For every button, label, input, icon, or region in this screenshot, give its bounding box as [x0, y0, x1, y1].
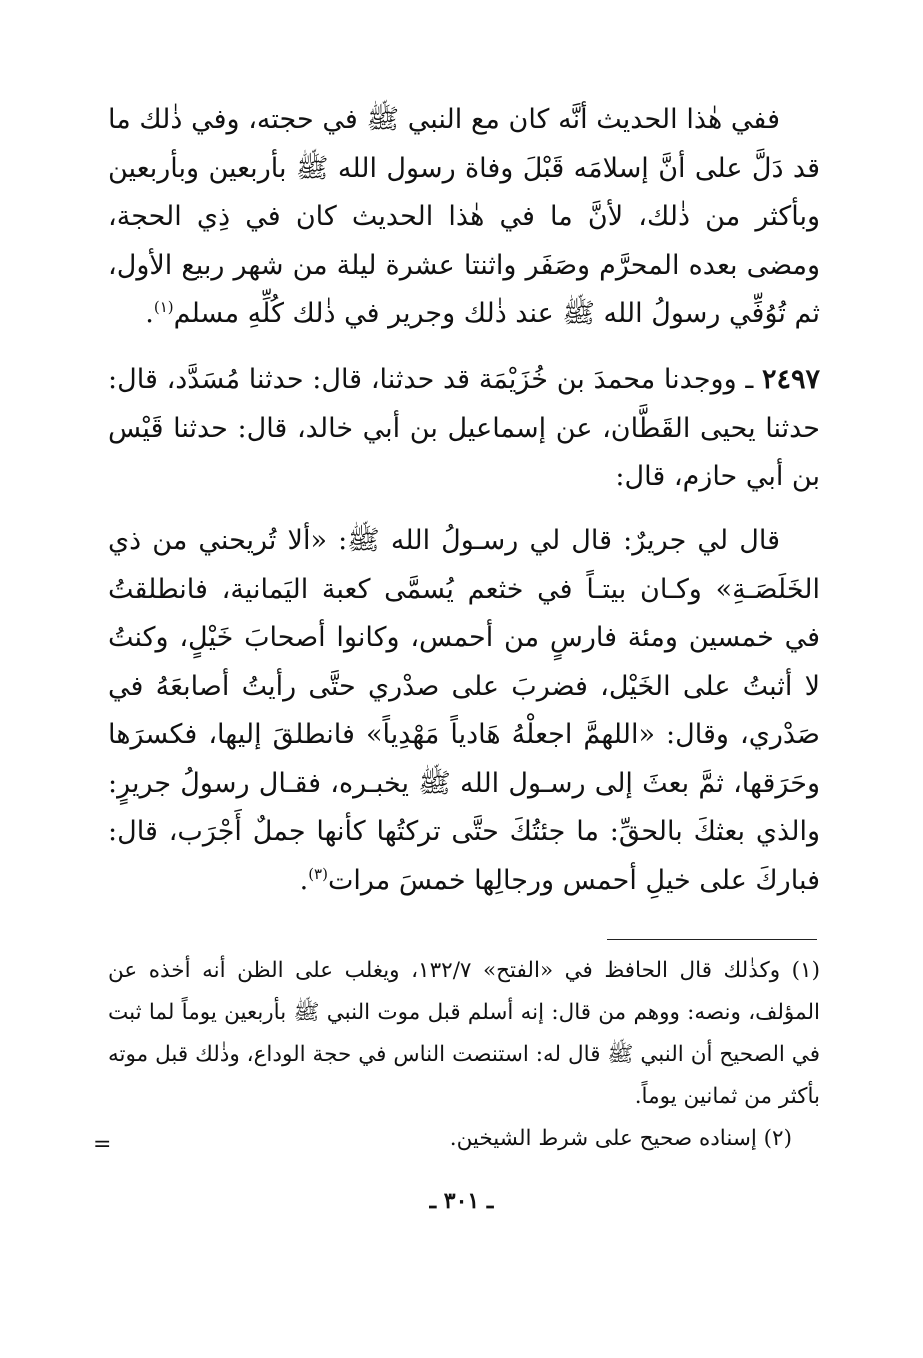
- matn-end: .: [299, 864, 309, 896]
- continuation-mark: =: [93, 1132, 112, 1157]
- matn-text: قال لي جريرٌ: قال لي رسـولُ الله ﷺ: «ألا تُريحني من ذي الخَلَصَـةِ» وكـان بيتـاً في خثعم يُسمَّى كعبة اليَمانية، فانطلقتُ في خمسين ومئة فارسٍ من أحمس، وكانوا أصحابَ خَيْلٍ، وكنتُ لا أثبتُ على الخَيْل، فضربَ على صدْري حتَّى رأيتُ أصابعَهُ في صَدْري، وقال: «اللهمَّ اجعلْهُ هَادياً مَهْدِياً» فانطلقَ إليها، فكسرَها وحَرَقها، ثمَّ بعثَ إلى رسـول الله ﷺ يخبـره، فقـال رسولُ جريرٍ: والذي بعثكَ بالحقِّ: ما جئتُكَ حتَّى تركتُها كأنها جملٌ أَجْرَب، قال: فباركَ على خيلِ أحمس ورجالِها خمسَ مرات: [108, 525, 820, 896]
- footnote-separator: [607, 939, 817, 940]
- footnote-ref-3: (٣): [308, 864, 328, 883]
- paragraph-commentary: [108, 96, 820, 339]
- footnote-2: (٢) إسناده صحيح على شرط الشيخين.: [449, 1126, 792, 1151]
- hadith-number: ٢٤٩٧: [761, 364, 820, 395]
- footnotes: [108, 950, 820, 1160]
- footnote-ref-1: (١): [153, 298, 174, 316]
- isnad-text: [108, 356, 820, 502]
- matn-paragraph: [108, 517, 820, 905]
- isnad-chain: ـ ووجدنا محمدَ بن خُزَيْمَة قد حدثنا، قال: حدثنا مُسَدَّد، قال: حدثنا يحيى القَطَّان، عن إسماعيل بن أبي خالد، قال: حدثنا قَيْس بن أبي حازم، قال:: [108, 364, 820, 492]
- paragraph-hadith-matn: [108, 517, 820, 905]
- commentary-text: ففي هٰذا الحديث أنَّه كان مع النبي ﷺ في حجته، وفي ذٰلك ما قد دَلَّ على أنَّ إسلامَه قَبْلَ وفاة رسول الله ﷺ بأربعين وبأربعين وبأكثر من ذٰلك، لأنَّ ما في هٰذا الحديث كان في ذِي الحجة، ومضى بعده المحرَّم وصَفَر واثنتا عشرة ليلة من شهر ربيع الأول، ثم تُوُفِّي رسولُ الله ﷺ عند ذٰلك وجرير في ذٰلك كُلِّهِ مسلم: [108, 104, 820, 329]
- paragraph-hadith-isnad: [108, 356, 820, 502]
- page-number: ـ ٣٠١ ـ: [429, 1188, 494, 1214]
- footnote-1: (١) وكذٰلك قال الحافظ في «الفتح» ١٣٢/٧، ويغلب على الظن أنه أخذه عن المؤلف، ونصه: ووهم من قال: إنه أسلم قبل موت النبي ﷺ بأربعين يوماً لما ثبت في الصحيح أن النبي ﷺ قال له: استنصت الناس في حجة الوداع، وذٰلك قبل موته بأكثر من ثمانين يوماً.: [108, 958, 820, 1109]
- paragraph-commentary-text: ففي هٰذا الحديث أنَّه كان مع النبي ﷺ في حجته، وفي ذٰلك ما قد دَلَّ على أنَّ إسلامَه قَبْلَ وفاة رسول الله ﷺ بأربعين وبأربعين وبأكثر من ذٰلك، لأنَّ ما في هٰذا الحديث كان في ذِي الحجة، ومضى بعده المحرَّم وصَفَر واثنتا عشرة ليلة من شهر ربيع الأول، ثم تُوُفِّي رسولُ الله ﷺ عند ذٰلك وجرير في ذٰلك كُلِّهِ مسلم$^{(١)}$.: [108, 104, 820, 329]
